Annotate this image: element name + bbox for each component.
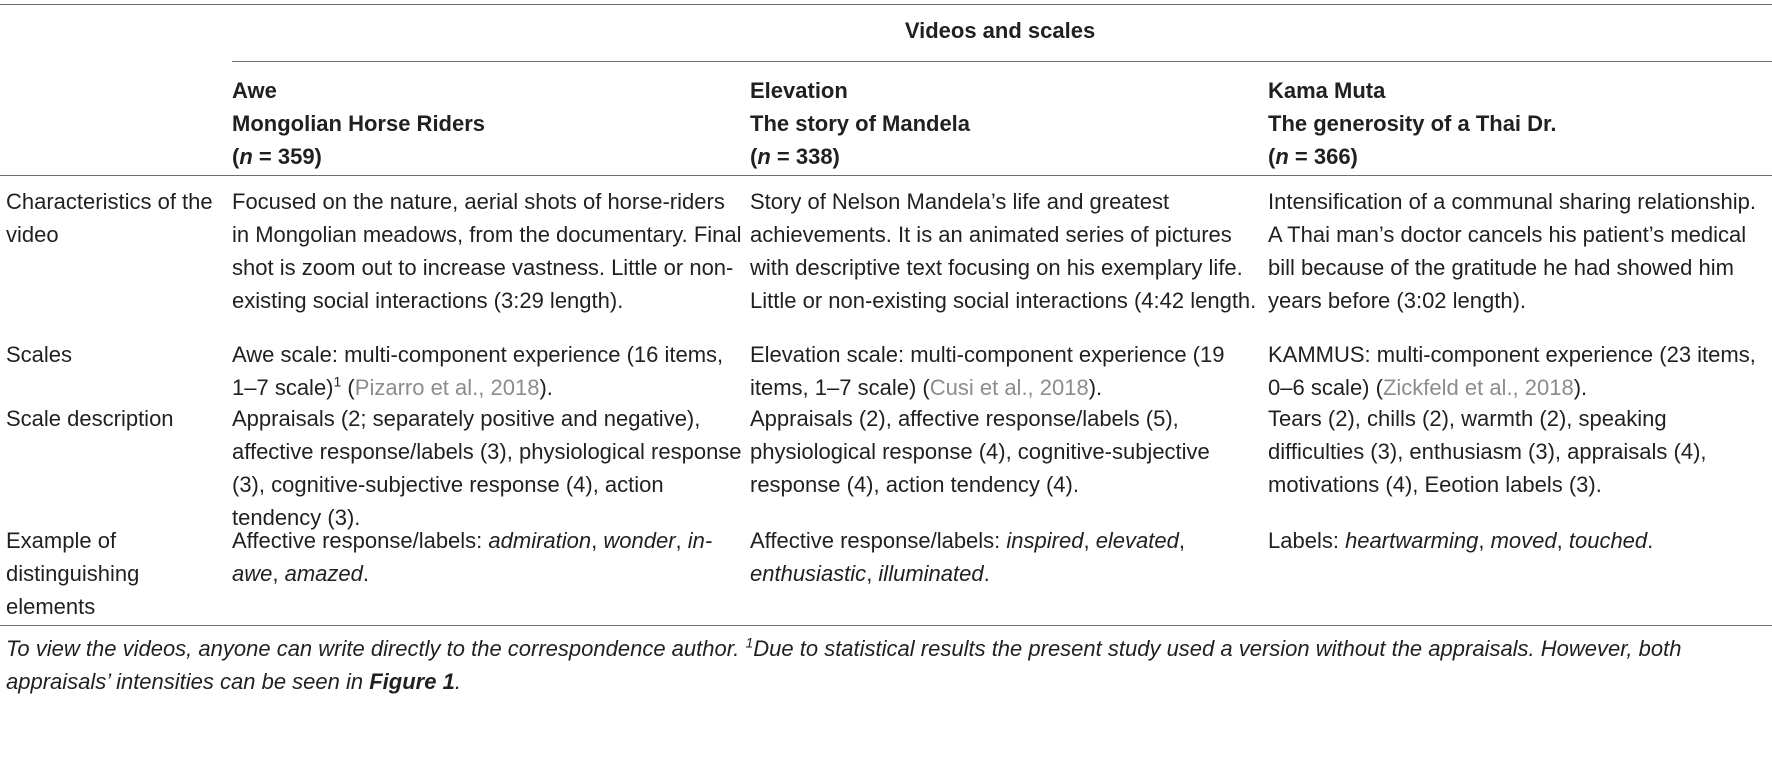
column-n: (n = 366) — [1268, 144, 1358, 169]
cell-examples-awe: Affective response/labels: admiration, wonder, in-awe, amazed. — [232, 528, 713, 586]
cell-description-awe: Appraisals (2; separately positive and negative), affective response/labels (3), physiological response (3), cognitive-subjective response (4), action tendency (3). — [232, 406, 742, 530]
cell-description-elevation: Appraisals (2), affective response/labels (5), physiological response (4), cognitive-subjective response (4), action tendency (4). — [750, 406, 1210, 497]
column-emotion: Elevation — [750, 78, 848, 103]
cell-scales-elevation: Elevation scale: multi-component experience (19 items, 1–7 scale) (Cusi et al., 2018). — [750, 342, 1225, 400]
column-header-awe — [232, 74, 742, 173]
cell-scales-awe: Awe scale: multi-component experience (16 items, 1–7 scale)$^1$ (Pizarro et al., 2018). — [232, 342, 724, 400]
cell-characteristics-kama-muta: Intensification of a communal sharing relationship. A Thai man’s doctor cancels his patient’s medical bill because of the gratitude he had showed him years before (3:02 length). — [1268, 189, 1756, 313]
column-video: The generosity of a Thai Dr. — [1268, 111, 1557, 136]
reference-link[interactable]: Zickfeld et al., 2018 — [1382, 375, 1574, 400]
top-rule — [0, 4, 1772, 5]
group-title: Videos and scales — [904, 18, 1096, 43]
cell-description-kama-muta: Tears (2), chills (2), warmth (2), speaking difficulties (3), enthusiasm (3), appraisals (4), motivations (4), Eeotion labels (3). — [1268, 406, 1707, 497]
column-emotion: Kama Muta — [1268, 78, 1386, 103]
column-header-kama-muta — [1268, 74, 1768, 173]
cell-characteristics-awe: Focused on the nature, aerial shots of horse-riders in Mongolian meadows, from the documentary. Final shot is zoom out to increase vastness. Little or non-existing social interactions (3:29 length). — [232, 189, 742, 313]
figure-link[interactable]: Figure 1 — [369, 669, 455, 694]
header-rule — [0, 175, 1772, 176]
reference-link[interactable]: Cusi et al., 2018 — [929, 375, 1089, 400]
column-emotion: Awe — [232, 78, 277, 103]
row-label-scale-description: Scale description — [6, 406, 174, 431]
column-video: Mongolian Horse Riders — [232, 111, 486, 136]
row-label-scales: Scales — [6, 342, 73, 367]
table-footnote: To view the videos, anyone can write directly to the correspondence author. $^1$Due to statistical results the present study used a version without the appraisals. However, both appraisals’ intensities can be seen in Figure 1. — [6, 634, 1682, 694]
row-label-characteristics: Characteristics of the video — [6, 189, 213, 247]
cell-examples-kama-muta: Labels: heartwarming, moved, touched. — [1268, 528, 1654, 553]
cell-scales-kama-muta: KAMMUS: multi-component experience (23 items, 0–6 scale) (Zickfeld et al., 2018). — [1268, 342, 1756, 400]
column-video: The story of Mandela — [750, 111, 971, 136]
bottom-rule — [0, 625, 1772, 626]
cell-characteristics-elevation: Story of Nelson Mandela’s life and greatest achievements. It is an animated series of pictures with descriptive text focusing on his exemplary life. Little or non-existing social interactions (4:42 length. — [750, 189, 1257, 313]
column-header-elevation — [750, 74, 1260, 173]
row-label-examples: Example of distinguishing elements — [6, 528, 140, 619]
column-n: (n = 359) — [232, 144, 322, 169]
group-rule — [232, 61, 1772, 62]
column-n: (n = 338) — [750, 144, 840, 169]
reference-link[interactable]: Pizarro et al., 2018 — [354, 375, 540, 400]
cell-examples-elevation: Affective response/labels: inspired, elevated, enthusiastic, illuminated. — [750, 528, 1185, 586]
